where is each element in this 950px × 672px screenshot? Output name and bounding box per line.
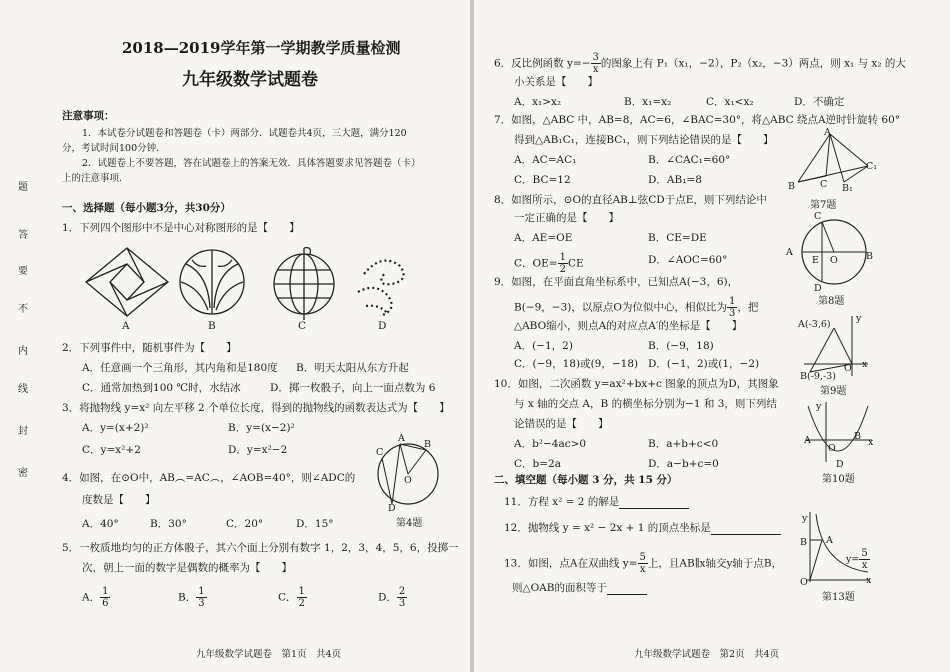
q2-option-d: D．掷一枚骰子，向上一面点数为 6	[270, 382, 436, 394]
q4-label-a: A	[398, 433, 405, 444]
q1-label-c: C	[298, 320, 307, 332]
q10-option-d: D．a−b+c=0	[648, 458, 719, 470]
section-2-title: 二、填空题（每小题 3 分，共 15 分）	[494, 474, 678, 486]
question-8-line-2: 一定正确的是【 】	[514, 212, 619, 224]
seal-char: 内	[18, 346, 28, 357]
q6-option-d: D．不确定	[794, 96, 845, 108]
seal-char: 封	[18, 426, 28, 437]
q9-label-x: x	[862, 359, 868, 370]
q12-answer-blank[interactable]	[711, 524, 781, 535]
question-5-line-2: 次，朝上一面的数字是偶数的概率为【 】	[82, 562, 292, 574]
question-11: 11．方程 x² = 2 的解是	[504, 496, 689, 509]
q10-figure-parabola	[804, 400, 874, 464]
question-5-line-1: 5．一枚质地均匀的正方体骰子，其六个面上分别有数字 1，2，3，4，5，6，投掷一	[62, 542, 459, 554]
q10-label-a: A	[804, 435, 811, 446]
seal-char: 要	[18, 266, 28, 277]
q9-option-c: C．(−9，18)或(9，−18)	[514, 358, 639, 370]
note-2b: 上的注意事项．	[62, 173, 129, 184]
q4-figure-circle	[368, 428, 448, 514]
q7-label-b: B	[788, 181, 795, 192]
q5-option-a: A． $\frac{1}{6}$	[82, 586, 109, 609]
q1-label-a: A	[122, 320, 130, 332]
seal-char: 密	[18, 468, 28, 479]
figure-a-pinwheel	[86, 248, 168, 316]
q3-option-d: D．y=x²−2	[228, 444, 288, 456]
q9-option-d: D．(−1，2)或(1，−2)	[648, 358, 760, 370]
q4-caption: 第4题	[396, 518, 423, 529]
exam-title: 2018—2019学年第一学期教学质量检测	[122, 39, 401, 57]
q8-label-b: B	[866, 251, 873, 262]
q6-option-b: B．x₁=x₂	[624, 96, 672, 108]
q9-label-b: B(-9,-3)	[800, 371, 836, 382]
seal-char: 不	[18, 304, 28, 315]
q8-option-b: B．CE=DE	[648, 232, 707, 244]
question-2: 2．下列事件中，随机事件为【 】	[62, 342, 237, 354]
question-13-line-2: 则△OAB的面积等于	[512, 582, 647, 595]
q10-option-a: A．b²−4ac>0	[514, 438, 587, 450]
q7-caption: 第7题	[810, 200, 837, 211]
q13-label-b: B	[800, 537, 807, 548]
q6-option-c: C．x₁<x₂	[706, 96, 754, 108]
q4-option-a: A．40°	[82, 518, 119, 530]
q4-label-o: O	[404, 475, 412, 486]
q10-label-y: y	[816, 401, 822, 412]
question-4-line-2: 度数是【 】	[82, 494, 156, 506]
q8-caption: 第8题	[818, 296, 845, 307]
q8-label-a: A	[786, 247, 793, 258]
question-10-line-3: 论错误的是【 】	[514, 418, 609, 430]
page-1	[0, 0, 470, 672]
q7-option-c: C．BC=12	[514, 174, 571, 186]
q2-option-c: C．通常加热到100 ℃时，水结冰	[82, 382, 241, 394]
q13-label-x: x	[866, 575, 872, 586]
q3-option-c: C．y=x²+2	[82, 444, 141, 456]
q9-label-a: A(-3,6)	[798, 319, 831, 330]
question-9-line-2: B(−9，−3)，以原点O为位似中心，相似比为 $\frac{1}{3}$ ，把	[514, 296, 759, 319]
q7-option-d: D．AB₁=8	[648, 174, 702, 186]
q13-label-o: O	[800, 577, 808, 588]
seal-char: 答	[18, 230, 28, 241]
question-8-line-1: 8．如图所示，⊙O的直径AB⊥弦CD于点E，则下列结论中	[494, 194, 767, 206]
q5-option-c: C． $\frac{1}{2}$	[278, 586, 305, 609]
q8-label-c: C	[814, 211, 822, 222]
q3-option-b: B．y=(x−2)²	[228, 422, 295, 434]
page-2	[474, 0, 950, 672]
q1-label-d: D	[378, 320, 387, 332]
q11-answer-blank[interactable]	[619, 498, 689, 509]
q7-label-a: A	[824, 127, 831, 138]
seal-char: 题	[18, 182, 28, 193]
q8-label-o: O	[830, 255, 838, 266]
question-10-line-1: 10．如图，二次函数 y=ax²+bx+c 图象的顶点为D，其图象	[494, 378, 779, 390]
figure-b-arcs	[180, 250, 244, 314]
q5-option-d: D． $\frac{2}{3}$	[378, 586, 406, 609]
q8-figure-circle	[794, 212, 874, 292]
question-10-line-2: 与 x 轴的交点 A，B 的横坐标分别为−1 和 3，则下列结	[514, 398, 777, 410]
q4-label-c: C	[376, 447, 384, 458]
note-1a: 1．本试卷分试题卷和答题卷（卡）两部分．试题卷共4页，三大题，满分120	[82, 128, 407, 139]
question-12: 12．抛物线 y = x² − 2x + 1 的顶点坐标是	[504, 522, 781, 535]
question-6-line-1: 6．反比例函数 y=− $\frac{3}{x}$ 的图象上有 P₁（x₁，−2），P₂（x₂，−3）两点，则 x₁ 与 x₂ 的大	[494, 52, 906, 75]
q4-label-b: B	[424, 439, 431, 450]
q10-option-b: B．a+b+c<0	[648, 438, 719, 450]
q7-label-c1: C₁	[866, 161, 878, 172]
q2-option-b: B．明天太阳从东方升起	[296, 362, 409, 374]
exam-subtitle: 九年级数学试题卷	[182, 70, 318, 90]
q7-option-a: A．AC=AC₁	[514, 154, 577, 166]
q6-option-a: A．x₁>x₂	[514, 96, 562, 108]
q8-option-d: D．∠AOC=60°	[648, 254, 728, 266]
q10-label-x: x	[868, 437, 874, 448]
question-3: 3．将抛物线 y=x² 向左平移 2 个单位长度，得到的抛物线的函数表达式为【 】	[62, 402, 450, 414]
question-13-line-1: 13．如图，点A在双曲线 y= $\frac{5}{x}$ 上，且AB∥x轴交y轴于点B，	[504, 552, 783, 575]
question-4-line-1: 4．如图，在⊙O中，AB︵=AC︵，∠AOB=40°，则∠ADC的	[62, 472, 356, 484]
question-1: 1．下列四个图形中不是中心对称图形的是【 】	[62, 222, 300, 234]
figure-d-dotted-spiral	[358, 261, 404, 316]
question-7-line-2: 得到△AB₁C₁，连接BC₁，则下列结论错误的是【 】	[514, 134, 774, 146]
q4-option-c: C．20°	[226, 518, 264, 530]
q4-option-d: D．15°	[296, 518, 334, 530]
q13-label-y: y	[802, 513, 808, 524]
q5-option-b: B． $\frac{1}{3}$	[178, 586, 205, 609]
note-2a: 2．试题卷上不要答题，答在试题卷上的答案无效．具体答题要求见答题卷（卡）	[82, 158, 421, 169]
seal-char: 线	[18, 384, 28, 395]
q8-label-d: D	[814, 283, 822, 294]
q8-option-c: C．OE= $\frac{1}{2}$ CE	[514, 252, 584, 275]
question-6-line-2: 小关系是【 】	[514, 76, 598, 88]
q10-label-o: O	[828, 443, 836, 454]
q4-option-b: B．30°	[150, 518, 187, 530]
note-1b: 分，考试时间100分钟．	[62, 143, 166, 154]
q4-label-d: D	[388, 503, 396, 514]
q7-label-c: C	[820, 179, 828, 190]
q9-option-a: A．(−1，2)	[514, 340, 573, 352]
q8-option-a: A．AE=OE	[514, 232, 573, 244]
q10-label-d: D	[836, 459, 844, 470]
q1-figures	[82, 244, 412, 322]
q8-label-e: E	[812, 255, 819, 266]
section-1-title: 一、选择题（每小题3分，共30分）	[62, 202, 231, 214]
notes-title: 注意事项：	[62, 110, 115, 122]
page-2-footer: 九年级数学试题卷 第2页 共4页	[634, 649, 780, 660]
q10-option-c: C．b=2a	[514, 458, 561, 470]
question-7-line-1: 7．如图，△ABC 中，AB=8，AC=6，∠BAC=30°，将△ABC 绕点A逆时针旋转 60°	[494, 114, 901, 126]
q1-label-b: B	[208, 320, 216, 332]
question-9-line-3: △ABO缩小，则点A的对应点A′的坐标是【 】	[514, 320, 743, 332]
q9-caption: 第9题	[820, 386, 847, 397]
q13-answer-blank[interactable]	[607, 584, 647, 595]
q2-option-a: A．任意画一个三角形，其内角和是180度	[82, 362, 278, 374]
q13-curve-label: y= $\frac{5}{x}$	[846, 548, 868, 571]
q3-option-a: A．y=(x+2)²	[82, 422, 149, 434]
q9-label-y: y	[856, 313, 862, 324]
q13-label-a: A	[826, 535, 833, 546]
q13-caption: 第13题	[822, 592, 855, 603]
q9-label-o: O	[844, 363, 852, 374]
q9-option-b: B．(−9，18)	[648, 340, 714, 352]
page-1-footer: 九年级数学试题卷 第1页 共4页	[196, 649, 342, 660]
q10-caption: 第10题	[822, 474, 855, 485]
figure-c-globe	[274, 248, 334, 320]
question-9-line-1: 9．如图，在平面直角坐标系中，已知点A(−3，6)，	[494, 276, 739, 288]
q7-option-b: B．∠CAC₁=60°	[648, 154, 731, 166]
q10-label-b: B	[854, 431, 861, 442]
q7-label-b1: B₁	[842, 183, 853, 194]
